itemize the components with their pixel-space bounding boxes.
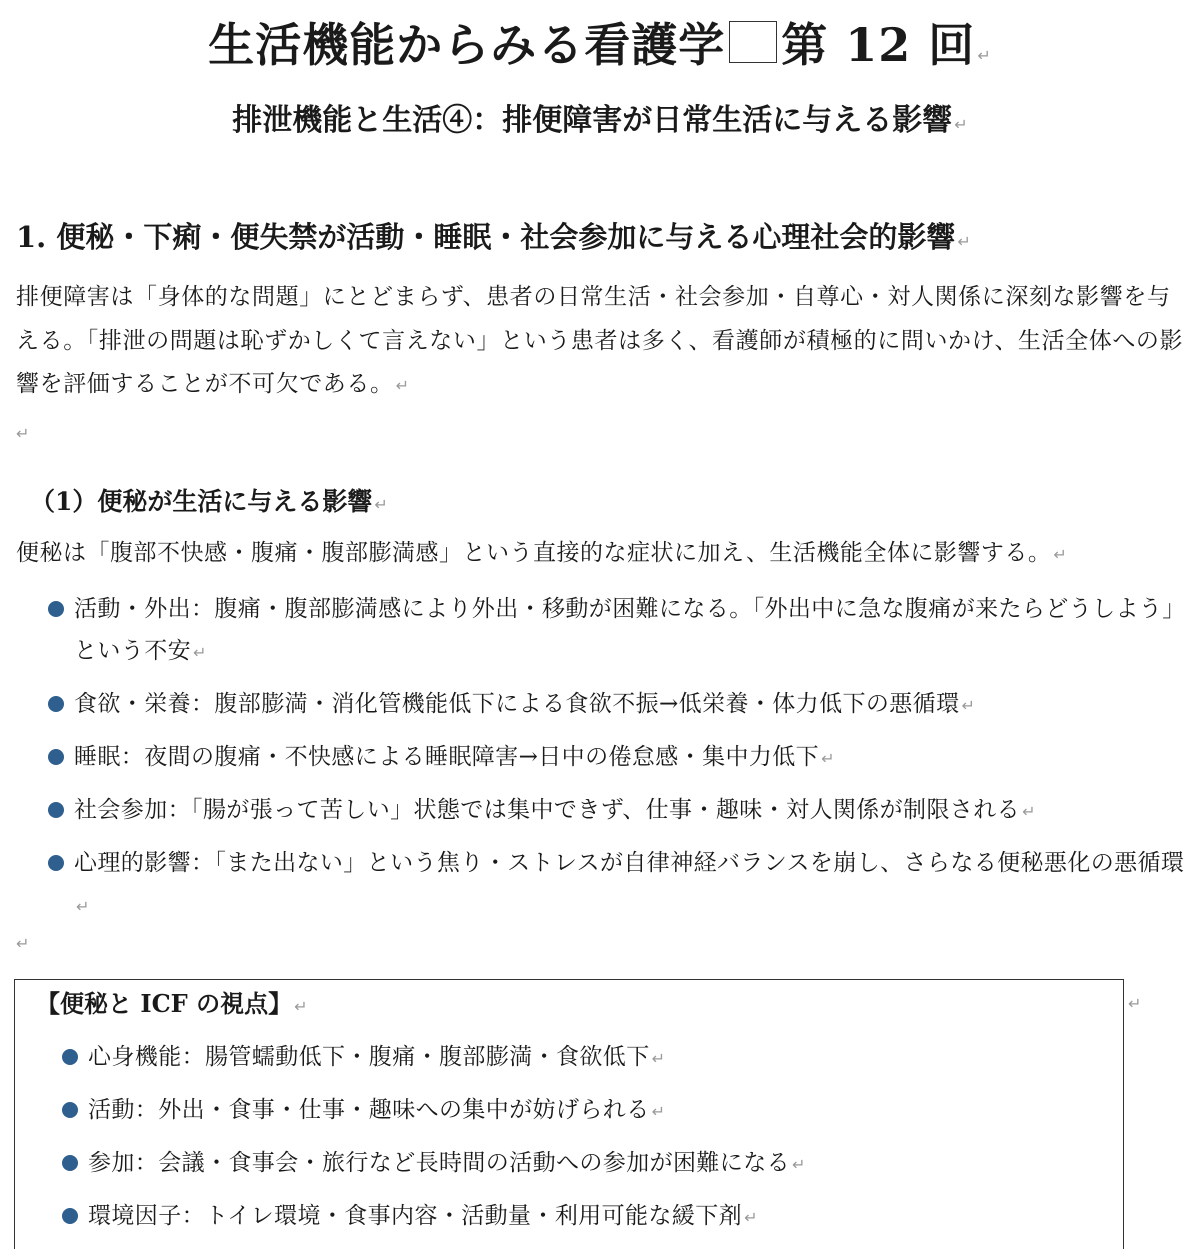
section-heading-text: 1. 便秘・下痢・便失禁が活動・睡眠・社会参加に与える心理社会的影響 <box>16 220 956 254</box>
bullet-dot-icon <box>62 1102 78 1118</box>
subtitle-text: 排泄機能と生活④：排便障害が日常生活に与える影響 <box>232 103 953 138</box>
list-item <box>58 1036 1108 1080</box>
paragraph-mark: ↵ <box>651 1049 666 1068</box>
bullet-dot-icon <box>48 749 64 765</box>
title-lecture-number: 第 12 回 <box>781 18 976 72</box>
paragraph-mark: ↵ <box>395 376 410 395</box>
paragraph-mark: ↵ <box>193 643 207 662</box>
list-item-text: 心理的影響：「また出ない」という焦り・ストレスが自律神経バランスを崩し、さらなる便秘悪化の悪循環 <box>74 850 1185 876</box>
icf-box-heading <box>36 984 307 1027</box>
bullet-dot-icon <box>62 1208 78 1224</box>
paragraph-mark: ↵ <box>792 1155 806 1174</box>
constipation-effects-list <box>44 588 1189 937</box>
subsection-heading-text: （1）便秘が生活に与える影響 <box>30 487 373 516</box>
paragraph-mark: ↵ <box>821 749 835 768</box>
paragraph-mark: ↵ <box>957 232 971 251</box>
paragraph-mark: ↵ <box>374 495 388 514</box>
empty-paragraph-mark: ↵ <box>16 424 30 443</box>
bullet-dot-icon <box>62 1049 78 1065</box>
empty-paragraph-mark: ↵ <box>16 934 30 953</box>
list-item <box>58 1142 1108 1186</box>
bullet-dot-icon <box>48 802 64 818</box>
bullet-dot-icon <box>48 696 64 712</box>
list-item <box>58 1089 1108 1133</box>
document-subtitle <box>0 98 1200 148</box>
list-item <box>44 588 1189 674</box>
bullet-dot-icon <box>48 855 64 871</box>
paragraph-mark: ↵ <box>1053 545 1068 564</box>
list-item-text: 環境因子：トイレ環境・食事内容・活動量・利用可能な緩下剤 <box>88 1203 743 1229</box>
list-item-text: 食欲・栄養：腹部膨満・消化管機能低下による食欲不振→低栄養・体力低下の悪循環 <box>74 691 960 717</box>
list-item <box>44 789 1189 833</box>
paragraph-mark: ↵ <box>294 997 308 1016</box>
paragraph-mark: ↵ <box>651 1102 666 1121</box>
bullet-dot-icon <box>62 1155 78 1171</box>
list-item-text: 心身機能：腸管蠕動低下・腹痛・腹部膨満・食欲低下 <box>88 1044 650 1070</box>
paragraph-mark: ↵ <box>977 46 992 65</box>
paragraph-mark: ↵ <box>76 897 90 916</box>
icf-box-heading-text: 【便秘と ICF の視点】 <box>36 989 293 1018</box>
list-item-text: 活動・外出：腹痛・腹部膨満感により外出・移動が困難になる。「外出中に急な腹痛が来たらどうしよう」という不安 <box>74 596 1186 664</box>
subsection-heading <box>30 482 388 525</box>
paragraph-mark: ↵ <box>744 1208 758 1227</box>
section-paragraph-text: 排便障害は「身体的な問題」にとどまらず、患者の日常生活・社会参加・自尊心・対人関係に深刻な影響を与える。「排泄の問題は恥ずかしくて言えない」という患者は多く、看護師が積極的に問いかけ、生活全体への影響を評価することが不可欠である。 <box>16 284 1184 397</box>
list-item-text: 活動：外出・食事・仕事・趣味への集中が妨げられる <box>88 1097 650 1123</box>
list-item <box>44 736 1189 780</box>
paragraph-mark: ↵ <box>961 696 976 715</box>
list-item <box>58 1195 1108 1239</box>
icf-items-list <box>58 1036 1108 1248</box>
bullet-dot-icon <box>48 601 64 617</box>
title-main: 生活機能からみる看護学 <box>208 18 726 72</box>
list-item <box>44 842 1189 928</box>
list-item-text: 参加：会議・食事会・旅行など長時間の活動への参加が困難になる <box>88 1150 790 1176</box>
title-placeholder-box <box>729 21 777 63</box>
section-paragraph <box>16 276 1186 408</box>
table-end-mark: ↵ <box>1128 994 1142 1013</box>
paragraph-mark: ↵ <box>1022 802 1036 821</box>
section-heading <box>16 214 971 265</box>
list-item-text: 社会参加：「腸が張って苦しい」状態では集中できず、仕事・趣味・対人関係が制限される <box>74 797 1021 823</box>
document-title <box>0 14 1200 87</box>
paragraph-mark: ↵ <box>954 115 968 134</box>
list-item <box>44 683 1189 727</box>
subsection-intro-text: 便秘は「腹部不快感・腹痛・腹部膨満感」という直接的な症状に加え、生活機能全体に影響する。 <box>16 540 1052 566</box>
list-item-text: 睡眠：夜間の腹痛・不快感による睡眠障害→日中の倦怠感・集中力低下 <box>74 744 820 770</box>
subsection-intro <box>16 532 1067 576</box>
